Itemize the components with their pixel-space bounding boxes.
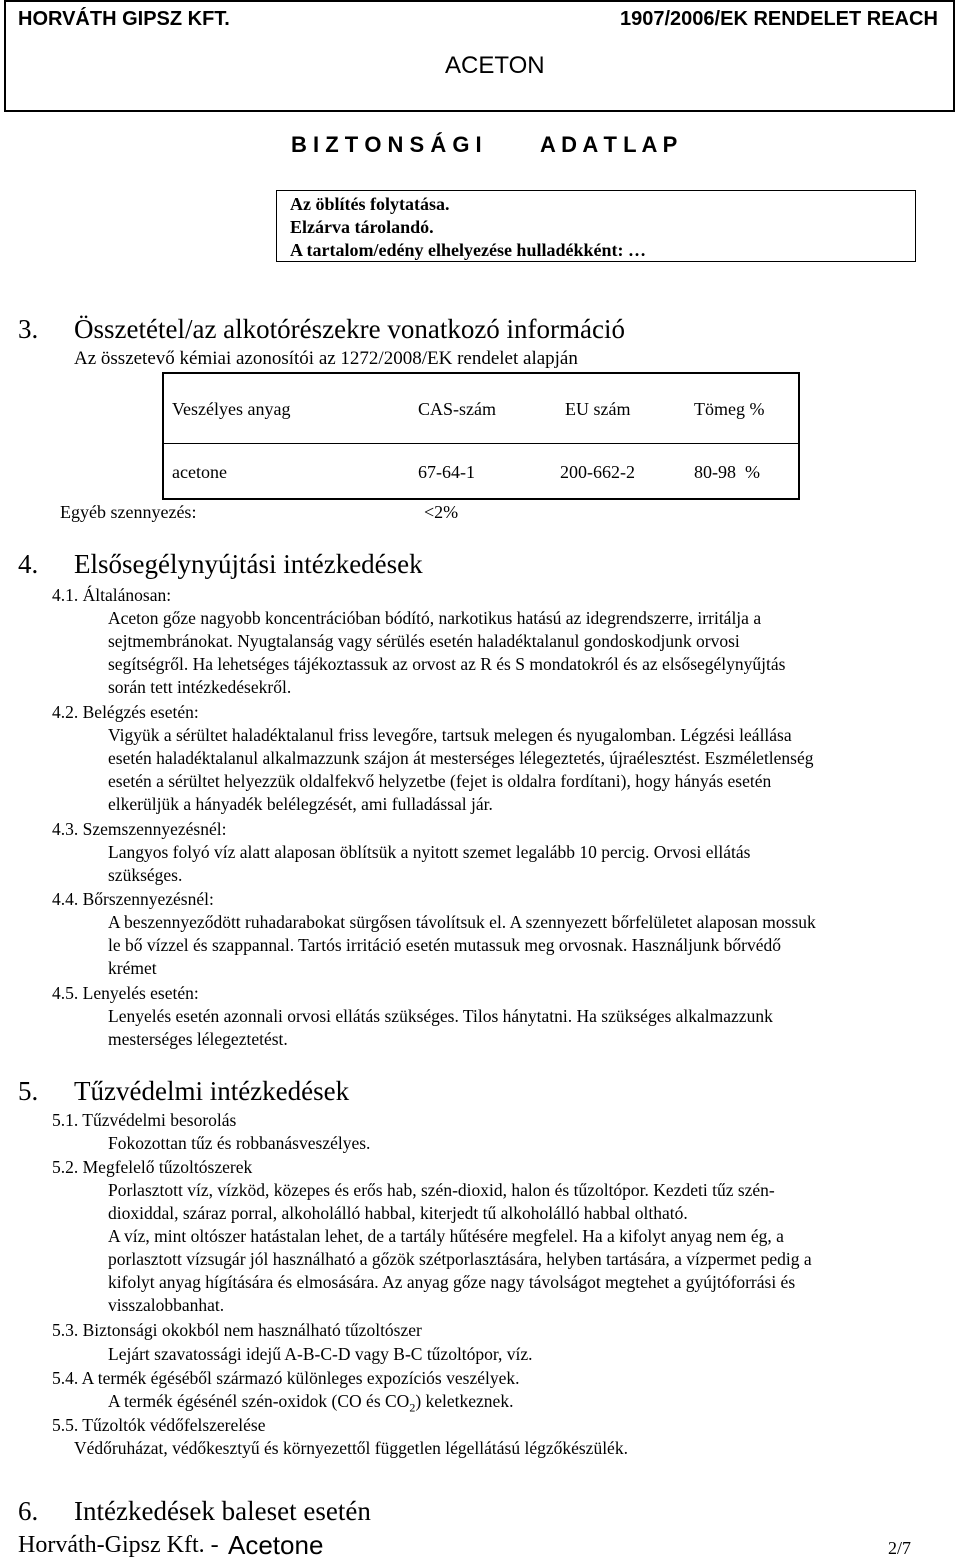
precaution-line: Elzárva tárolandó. — [290, 217, 434, 237]
section-3-title: Összetétel/az alkotórészekre vonatkozó információ — [74, 314, 626, 344]
subsection-label: 4.2. Belégzés esetén: — [52, 702, 199, 722]
section-4-title: Elsősegélynyújtási intézkedések — [74, 549, 423, 579]
body-line: Aceton gőze nagyobb koncentrációban bódító, narkotikus hatású az idegrendszerre, irritálja a — [108, 608, 762, 628]
section-5-title: Tűzvédelmi intézkedések — [74, 1076, 350, 1106]
subsection-label: 5.3. Biztonsági okokból nem használható tűzoltószer — [52, 1320, 422, 1340]
body-line: Langyos folyó víz alatt alaposan öblítsük a nyitott szemet legalább 10 percig. Orvosi ellátás — [108, 842, 751, 862]
doc-title-right: A D A T L A P — [540, 132, 678, 157]
co2-text-post: ) keletkeznek. — [415, 1391, 514, 1411]
body-line: A beszennyeződött ruhadarabokat sürgősen távolítsuk el. A szennyezett bőrfelületet alaposan mossuk — [108, 912, 816, 932]
body-line: visszalobbanhat. — [108, 1295, 225, 1315]
body-line: esetén haladéktalanul alkalmazzunk szájon át mesterséges lélegeztetés, újraélesztést. Eszméletlenség — [108, 748, 814, 768]
body-line: kifolyt anyag hígítására és elmosására. Az anyag gőze nagy távolságot megtehet a gyújtóforrási és — [108, 1272, 796, 1292]
body-line — [108, 1391, 513, 1416]
body-line: krémet — [108, 958, 157, 978]
subsection-label: 5.2. Megfelelő tűzoltószerek — [52, 1157, 253, 1177]
body-line: Védőruházat, védőkesztyű és környezettől független légellátású légzőkészülék. — [74, 1438, 628, 1458]
body-line: sejtmembránokat. Nyugtalanság vagy sérülés esetén haladéktalanul gondoskodjunk orvosi — [108, 631, 740, 651]
body-line: elkerüljük a hányadék belélegzését, ami fulladással jár. — [108, 794, 493, 814]
section-5-number: 5. — [18, 1076, 39, 1106]
section-6-number: 6. — [18, 1496, 39, 1526]
co2-text-pre: A termék égésénél szén-oxidok (CO és CO — [108, 1391, 410, 1411]
product-name: ACETON — [445, 52, 545, 79]
section-3-number: 3. — [18, 314, 39, 344]
footer-company: Horváth-Gipsz Kft. - — [18, 1532, 219, 1558]
section-3-subtitle: Az összetevő kémiai azonosítói az 1272/2008/EK rendelet alapján — [74, 348, 578, 369]
table-cell-cas: 67-64-1 — [418, 462, 475, 482]
subsection-label: 4.1. Általánosan: — [52, 585, 172, 605]
impurity-value: <2% — [424, 502, 459, 522]
body-line: A víz, mint oltószer hatástalan lehet, de a tartály hűtésére megfelel. Ha a kifolyt anyag nem ég, a — [108, 1226, 784, 1246]
table-header-mass: Tömeg % — [694, 399, 765, 419]
body-line: Fokozottan tűz és robbanásveszélyes. — [108, 1133, 371, 1153]
company-name: HORVÁTH GIPSZ KFT. — [18, 8, 230, 30]
body-line: dioxiddal, száraz porral, alkoholálló habbal, kiterjedt tű alkoholálló habbal oltható. — [108, 1203, 688, 1223]
impurity-label: Egyéb szennyezés: — [60, 502, 197, 522]
body-line: esetén a sérültet helyezzük oldalfekvő helyzetbe (fejet is oldalra fordítani), hogy hányás esetén — [108, 771, 772, 791]
subsection-label: 4.3. Szemszennyezésnél: — [52, 819, 227, 839]
table-header-cas: CAS-szám — [418, 399, 496, 419]
precaution-line: Az öblítés folytatása. — [290, 194, 450, 214]
table-header-eu: EU szám — [565, 399, 631, 419]
page-number: 2/7 — [888, 1538, 912, 1558]
regulation-label: 1907/2006/EK RENDELET REACH — [620, 8, 938, 30]
body-line: mesterséges lélegeztetést. — [108, 1029, 288, 1049]
section-4-number: 4. — [18, 549, 39, 579]
table-cell-substance: acetone — [172, 462, 227, 482]
body-line: le bő vízzel és szappannal. Tartós irritáció esetén mutassuk meg orvosnak. Használjunk bőrvédő — [108, 935, 781, 955]
body-line: Lejárt szavatossági idejű A-B-C-D vagy B-C tűzoltópor, víz. — [108, 1344, 533, 1364]
table-cell-mass: 80-98 % — [694, 462, 760, 482]
body-line: Lenyelés esetén azonnali orvosi ellátás szükséges. Tilos hánytatni. Ha szükséges alkalmazzunk — [108, 1006, 773, 1026]
subsection-label: 5.1. Tűzvédelmi besorolás — [52, 1110, 237, 1130]
section-6-title: Intézkedések baleset esetén — [74, 1496, 371, 1526]
body-line: segítségről. Ha lehetséges tájékoztassuk az orvost az R és S mondatokról és az elsősegélynyűjtás — [108, 654, 786, 674]
table-header-substance: Veszélyes anyag — [172, 399, 291, 419]
table-cell-eu: 200-662-2 — [560, 462, 635, 482]
body-line: Vigyük a sérültet haladéktalanul friss levegőre, tartsuk melegen és nyugalomban. Légzési leállása — [108, 725, 792, 745]
precaution-line: A tartalom/edény elhelyezése hulladékként: … — [290, 240, 646, 260]
body-line: szükséges. — [108, 865, 183, 885]
body-line: porlasztott vízsugár jól használható a gőzök szétporlasztására, helyben tartására, a vízpermet pedig a — [108, 1249, 812, 1269]
co2-subscript: 2 — [409, 1400, 416, 1415]
subsection-label: 4.5. Lenyelés esetén: — [52, 983, 199, 1003]
body-line: során tett intézkedésekről. — [108, 677, 292, 697]
subsection-label: 4.4. Bőrszennyezésnél: — [52, 889, 214, 909]
subsection-label: 5.4. A termék égéséből származó különleges expozíciós veszélyek. — [52, 1368, 520, 1388]
subsection-label: 5.5. Tűzoltók védőfelszerelése — [52, 1415, 266, 1435]
footer-product: Acetone — [228, 1530, 324, 1560]
doc-title-left: B I Z T O N S Á G I — [291, 132, 482, 157]
body-line: Porlasztott víz, vízköd, közepes és erős hab, szén-dioxid, halon és tűzoltópor. Kezdeti tűz szén- — [108, 1180, 775, 1200]
